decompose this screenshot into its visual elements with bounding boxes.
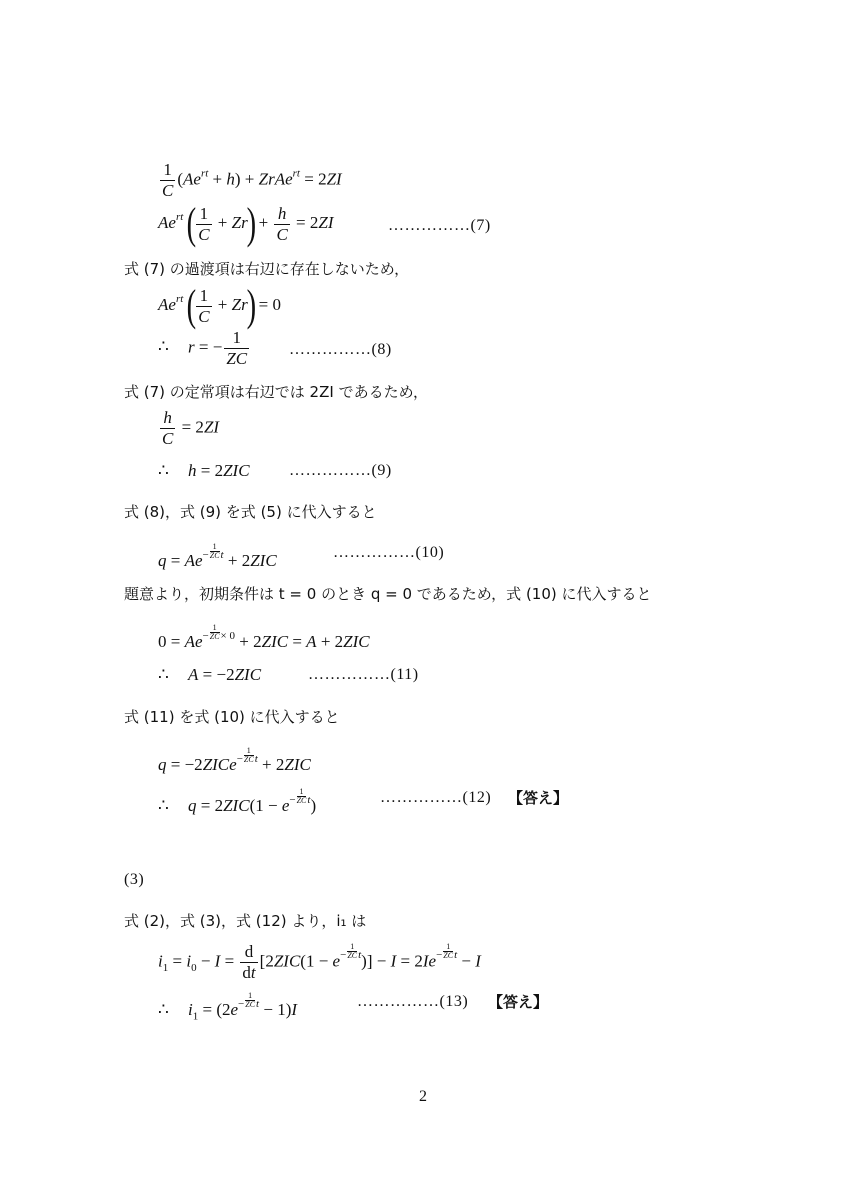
answer-marker-13: 【答え】 (488, 993, 549, 1011)
fraction-1-over-C: $\frac{1}{C}$ (162, 160, 174, 200)
equation-label-8: ……………(8) (289, 341, 392, 358)
answer-marker-12: 【答え】 (508, 789, 569, 807)
paragraph-steady-state: 式 (7) の定常項は右辺では 2ZI であるため， (124, 383, 428, 401)
therefore-symbol: ∴ (158, 1000, 169, 1019)
equation-line-13: ∴ $i_1 = (2e^{- \frac{1}{ZC} t} - 1)I$ (158, 991, 298, 1023)
paragraph-substitute-8-9: 式 (8)，式 (9) を式 (5) に代入すると (124, 503, 377, 521)
paragraph-substitute-11: 式 (11) を式 (10) に代入すると (124, 708, 340, 726)
equation-line-12: ∴ $q = 2ZIC(1 - e^{- \frac{1}{ZC} t})$ (158, 787, 317, 815)
equation-line-transient-zero: $Ae^{rt}$ ( $\frac{1}{C}$ + Zr) = 0 (158, 281, 281, 330)
page-number: 2 (419, 1088, 428, 1105)
equation-label-11: ……………(11) (308, 666, 419, 683)
equation-line-10: $q = Ae^{- \frac{1}{ZC} t} + 2ZIC$ (158, 542, 277, 570)
paragraph-initial-condition: 題意より，初期条件は t = 0 のとき q = 0 であるため，式 (10) に代入すると (124, 585, 652, 603)
section-heading-3: (3) (124, 871, 145, 888)
paragraph-i1-derivation: 式 (2)，式 (3)，式 (12) より，i₁ は (124, 912, 367, 930)
equation-label-10: ……………(10) (333, 544, 445, 561)
equation-line-7: $Ae^{rt}$ ( $\frac{1}{C}$ + Zr) + $\frac{h}{C}$ = 2ZI (158, 199, 334, 248)
equation-label-7: ……………(7) (388, 217, 491, 234)
therefore-symbol: ∴ (158, 796, 169, 815)
equation-line-11: ∴ A = −2ZIC (158, 665, 262, 684)
equation-line-initial: $0 = Ae^{- \frac{1}{ZC} \times 0} + 2ZIC = A + 2ZIC$ (158, 623, 370, 651)
equation-label-12: ……………(12) (380, 789, 492, 806)
therefore-symbol: ∴ (158, 665, 169, 684)
equation-line-8: ∴ r = − $\frac{1}{ZC}$ (158, 328, 248, 368)
equation-line-q-expanded: q = −2ZICe$^{- \frac{1}{ZC} t}$ + 2ZIC (158, 746, 311, 774)
equation-line-h-over-C: $\frac{h}{C}$ = 2ZI (162, 408, 220, 448)
therefore-symbol: ∴ (158, 337, 169, 357)
equation-line-9: ∴ h = 2ZIC (158, 461, 250, 480)
paragraph-transient: 式 (7) の過渡項は右辺に存在しないため， (124, 260, 410, 278)
equation-line-1: $\frac{1}{C}$ $(Ae^{rt} + h)$ + ZrAe$^{rt}$ = 2ZI (162, 160, 342, 200)
equation-label-9: ……………(9) (289, 462, 392, 479)
equation-line-i1-derivative: $i_1 = i_0 - I$ = $\frac{d}{dt}$ $[2ZIC(1 - e^{- \frac{1}{ZC} t})] - I = 2Ie^{- \frac{1}{ZC} t} - I$ (158, 942, 481, 982)
equation-label-13: ……………(13) (357, 993, 469, 1010)
therefore-symbol: ∴ (158, 461, 169, 480)
